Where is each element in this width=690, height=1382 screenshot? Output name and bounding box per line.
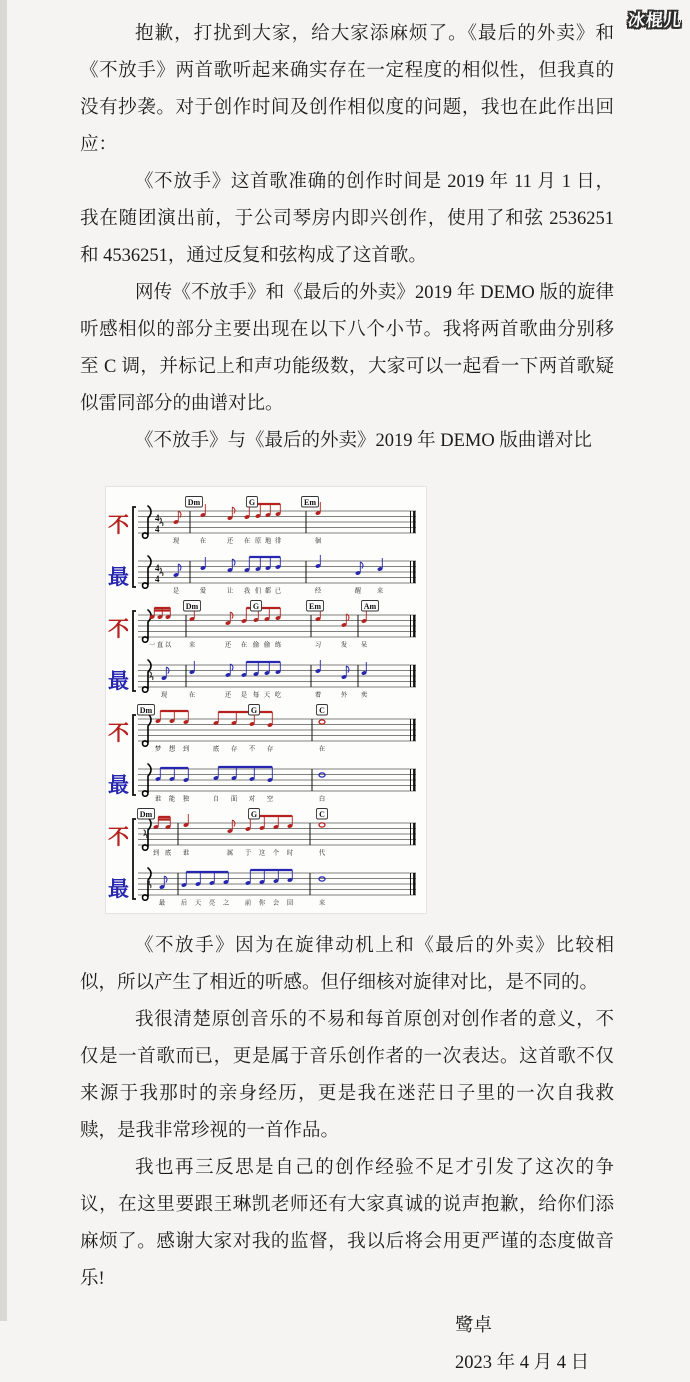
lyric-syllable: 对 [248, 795, 256, 803]
lyric-syllable: 我 [243, 587, 251, 595]
lyric-syllable: 到 [152, 849, 160, 857]
signature-block [455, 1308, 614, 1382]
chord-label: Dm [187, 497, 201, 507]
lyric-syllable: 底 [212, 745, 220, 753]
song-label-bufangshou: 不 [108, 721, 129, 745]
paragraph-melody-motive: 《不放手》因为在旋律动机上和《最后的外卖》比较相似，所以产生了相近的听感。但仔细核对旋律对比，是不同的。 [80, 936, 614, 993]
chord-label: Em [304, 497, 316, 507]
lyric-syllable: 卖 [360, 691, 368, 699]
svg-text:4: 4 [155, 524, 160, 534]
lyric-syllable: 面 [230, 795, 238, 803]
svg-text:4: 4 [155, 563, 160, 573]
whole-note-icon [319, 720, 325, 724]
lyric-syllable: 着 [314, 691, 322, 699]
lyric-syllable: 存 [230, 745, 238, 753]
lyric-syllable: 到 [182, 745, 190, 753]
chord-label: G [252, 601, 260, 611]
lyric-syllable: 在 [199, 537, 207, 545]
lyric-syllable: 这 [258, 849, 266, 857]
lyric-syllable: 还 [224, 691, 232, 699]
song-label-bufangshou: 不 [108, 513, 129, 537]
lyric-syllable: 们 [254, 587, 262, 595]
page-left-edge [0, 0, 7, 1321]
score-system [106, 703, 426, 807]
lyric-syllable: 地 [264, 537, 272, 545]
lyric-syllable: 外 [340, 691, 348, 699]
song-label-zuihou: 最 [108, 669, 129, 693]
lyric-syllable: 呆 [360, 641, 368, 649]
lyric-syllable: 来 [188, 641, 196, 649]
lyric-syllable: 谁 [182, 849, 190, 857]
paragraph-original-music: 我很清楚原创音乐的不易和每首原创对创作者的意义，不仅是一首歌而已，更是属于音乐创作者的一次表达。这首歌不仅来源于我那时的亲身经历，更是我在迷茫日子里的一次自我救赎，是我非常珍视的一首作品。 [80, 1010, 614, 1141]
lyric-syllable: 前 [244, 899, 252, 907]
lyric-syllable: 独 [182, 795, 190, 803]
lyric-syllable: 谁 [154, 795, 162, 803]
song-label-zuihou: 最 [108, 773, 129, 797]
lyric-syllable: 天 [194, 899, 202, 907]
paragraph-creation-time: 《不放手》这首歌准确的创作时间是 2019 年 11 月 1 日，我在随团演出前，于公司琴房内即兴创作，使用了和弦 2536251 和 4536251，通过反复和弦构成了这首歌。 [80, 172, 614, 266]
chord-label: Dm [139, 809, 153, 819]
whole-note-icon [319, 773, 325, 777]
paragraph-apology-intro: 抱歉，打扰到大家，给大家添麻烦了。《最后的外卖》和《不放手》两首歌听起来确实存在一定程度的相似性，但我真的没有抄袭。对于创作时间及创作相似度的问题，我也在此作出回应： [80, 24, 614, 155]
signature-name: 鹭卓 [455, 1316, 493, 1336]
lyric-syllable: 每 [252, 691, 260, 699]
chord-label: Dm [185, 601, 199, 611]
lyric-syllable: 来 [376, 587, 384, 595]
lyric-syllable: 偷 [263, 641, 271, 649]
lyric-syllable: 能 [168, 795, 176, 803]
lyric-syllable: 爱 [199, 587, 207, 595]
lyric-syllable: 回 [286, 899, 294, 907]
lyric-syllable: 以 [164, 641, 172, 649]
lyric-syllable: 都 [264, 587, 272, 595]
lyric-syllable: 直 [156, 641, 164, 649]
lyric-syllable: 想 [168, 745, 176, 753]
lyric-syllable: 自 [212, 795, 220, 803]
lyric-syllable: 后 [180, 899, 188, 907]
chord-label: G [250, 809, 258, 819]
chord-label: G [248, 497, 256, 507]
lyric-syllable: 不 [248, 745, 256, 753]
lyric-syllable: 空 [266, 795, 274, 803]
lyric-syllable: 让 [226, 587, 234, 595]
chord-label: G [250, 705, 258, 715]
lyric-syllable: 属 [226, 849, 234, 857]
svg-text:4: 4 [155, 513, 160, 523]
lyric-syllable: 已 [274, 587, 282, 595]
lyric-syllable: 在 [240, 641, 248, 649]
lyric-syllable: 于 [244, 849, 252, 857]
signature-date: 2023 年 4 月 4 日 [455, 1353, 590, 1373]
lyric-syllable: 醒 [354, 587, 362, 595]
score-system [106, 807, 426, 911]
song-label-zuihou: 最 [108, 877, 129, 901]
lyric-syllable: 最 [158, 899, 166, 907]
song-label-bufangshou: 不 [108, 825, 129, 849]
lyric-syllable: 来 [318, 899, 326, 907]
lyric-syllable: 亮 [208, 899, 216, 907]
paragraph-reflection: 我也再三反思是自己的创作经验不足才引发了这次的争议，在这里要跟王琳凯老师还有大家真诚的说声抱歉，给你们添麻烦了。感谢大家对我的监督，我以后将会用更严谨的态度做音乐! [80, 1158, 614, 1289]
lyric-syllable: 还 [226, 537, 234, 545]
chord-label: Am [363, 601, 377, 611]
score-comparison-image [105, 486, 427, 914]
lyric-syllable: 原 [254, 537, 262, 545]
lyric-syllable: 吃 [274, 691, 282, 699]
chord-label: C [319, 705, 325, 715]
lyric-syllable: 练 [274, 641, 282, 649]
lyric-syllable: 之 [222, 899, 230, 907]
lyric-syllable: 个 [272, 849, 280, 857]
lyric-syllable: 习 [314, 641, 322, 649]
lyric-syllable: 一 [148, 641, 156, 649]
lyric-syllable: 在 [188, 691, 196, 699]
lyric-syllable: 你 [258, 899, 266, 907]
lyric-syllable: 天 [263, 691, 271, 699]
whole-note-icon [319, 823, 325, 827]
lyric-syllable: 在 [318, 745, 326, 753]
lyric-syllable: 经 [314, 587, 322, 595]
paragraph-similar-bars: 网传《不放手》和《最后的外卖》2019 年 DEMO 版的旋律听感相似的部分主要出现在以下八个小节。我将两首歌曲分别移至 C 调，并标记上和声功能级数，大家可以一起看一下两首歌疑似雷同部分的曲谱对比。 [80, 283, 614, 414]
chord-label: C [319, 809, 325, 819]
lyric-syllable: 白 [318, 795, 326, 803]
lyric-syllable: 现 [172, 537, 180, 545]
lyric-syllable: 还 [224, 641, 232, 649]
lyric-syllable: 是 [172, 587, 180, 595]
lyric-syllable: 徊 [314, 537, 322, 545]
lyric-syllable: 徘 [274, 537, 282, 545]
lyric-syllable: 代 [318, 849, 326, 857]
watermark: 冰棍儿 [627, 11, 683, 30]
lyric-syllable: 时 [286, 849, 294, 857]
chord-label: Dm [139, 705, 153, 715]
whole-note-icon [319, 877, 325, 881]
score-system [106, 495, 426, 599]
lyric-syllable: 会 [272, 899, 280, 907]
score-system [106, 599, 426, 703]
score-caption: 《不放手》与《最后的外卖》2019 年 DEMO 版曲谱对比 [135, 431, 592, 451]
lyric-syllable: 梦 [154, 745, 162, 753]
lyric-syllable: 现 [160, 691, 168, 699]
lyric-syllable: 发 [340, 641, 348, 649]
song-label-zuihou: 最 [108, 565, 129, 589]
lyric-syllable: 偷 [252, 641, 260, 649]
chord-label: Em [309, 601, 321, 611]
lyric-syllable: 存 [266, 745, 274, 753]
lyric-syllable: 在 [243, 537, 251, 545]
svg-text:4: 4 [155, 574, 160, 584]
lyric-syllable: 底 [164, 849, 172, 857]
song-label-bufangshou: 不 [108, 617, 129, 641]
lyric-syllable: 是 [240, 691, 248, 699]
